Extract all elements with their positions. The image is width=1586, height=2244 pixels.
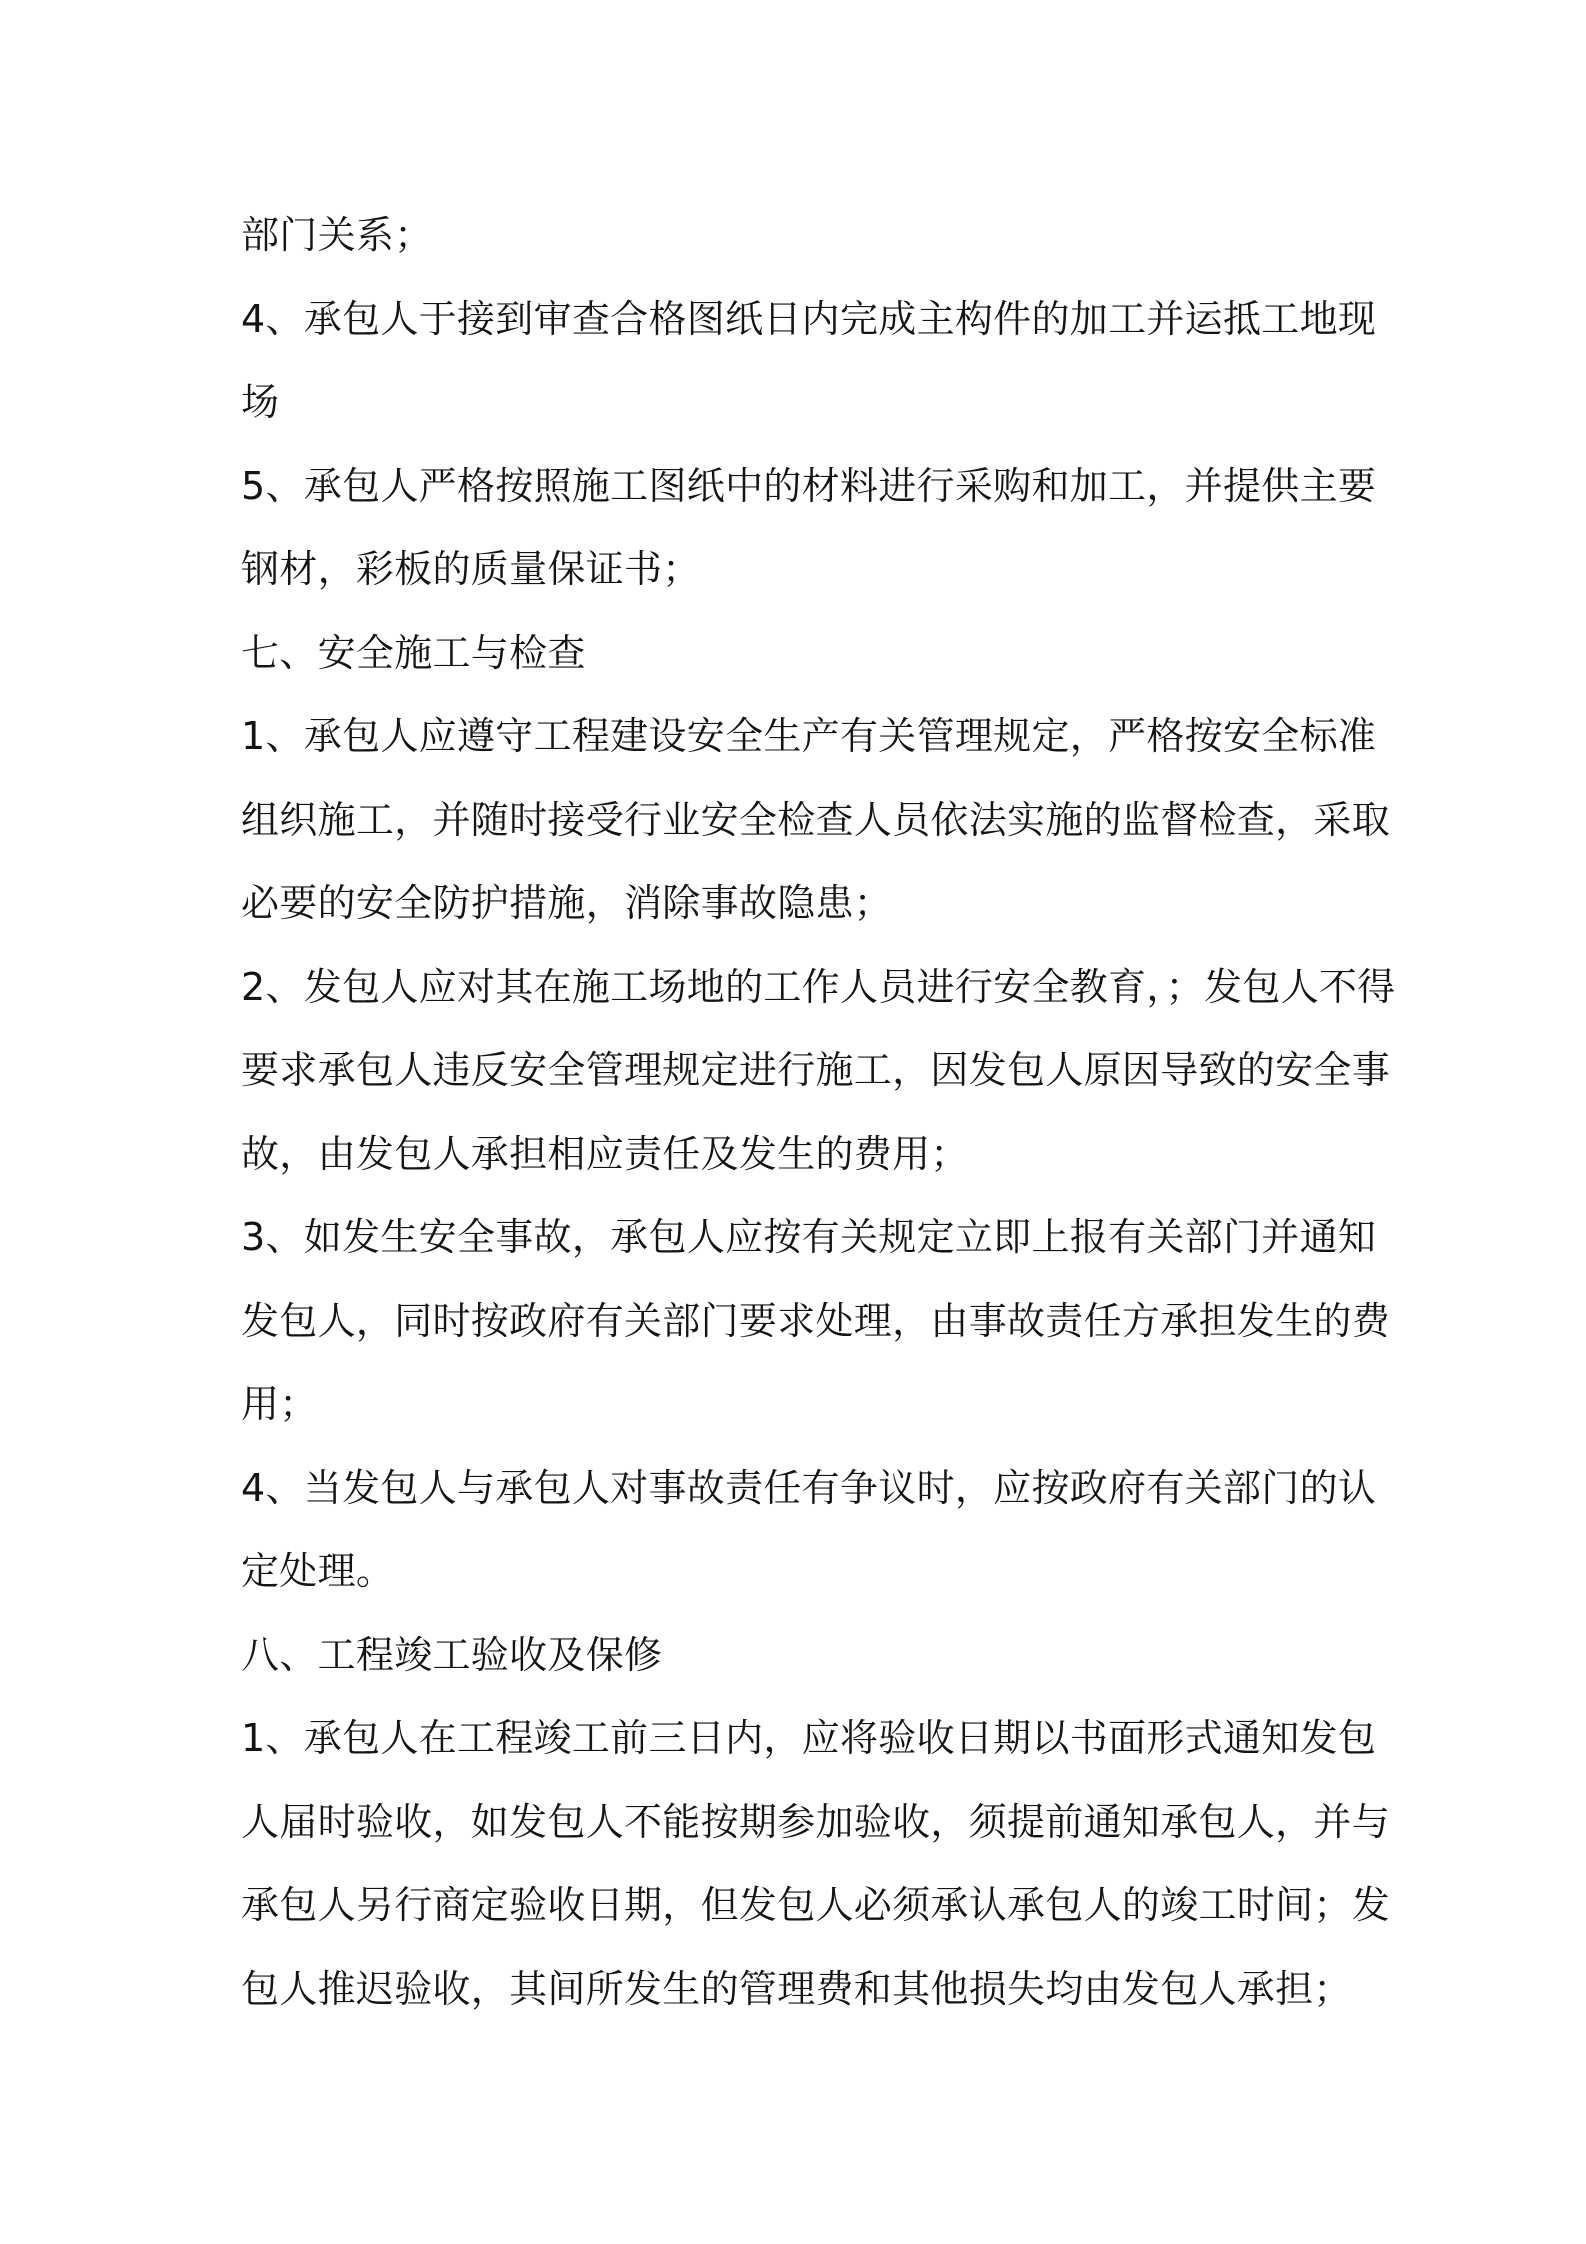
paragraph-item-5-materials xyxy=(241,445,1377,612)
text-line: 故，由发包人承担相应责任及发生的费用； xyxy=(241,1131,969,1176)
text-line: 用； xyxy=(241,1382,318,1426)
text-line: 3、如发生安全事故，承包人应按有关规定立即上报有关部门并通知 xyxy=(241,1215,1377,1259)
text-line: 组织施工，并随时接受行业安全检查人员依法实施的监督检查，采取 xyxy=(241,797,1391,842)
text-line: 人届时验收，如发包人不能按期参加验收，须提前通知承包人，并与 xyxy=(241,1799,1391,1844)
text-line: 1、承包人在工程竣工前三日内，应将验收日期以书面形式通知发包 xyxy=(241,1716,1377,1760)
paragraph-acceptance-item-1 xyxy=(241,1697,1391,2031)
section-heading-acceptance xyxy=(241,1614,1363,1698)
text-line: 4、当发包人与承包人对事故责任有争议时，应按政府有关部门的认 xyxy=(241,1465,1377,1510)
text-line: 场 xyxy=(241,380,280,424)
document-body xyxy=(241,194,1396,2031)
text-line: 2、发包人应对其在施工场地的工作人员进行安全教育，；发包人不得 xyxy=(241,964,1396,1009)
text-line: 部门关系； xyxy=(241,213,433,257)
paragraph-safety-item-3 xyxy=(241,1196,1391,1447)
paragraph-department-relations xyxy=(241,194,1363,278)
text-line: 承包人另行商定验收日期，但发包人必须承认承包人的竣工时间；发 xyxy=(241,1883,1391,1927)
text-line: 必要的安全防护措施，消除事故隐患； xyxy=(241,881,893,925)
heading-line: 八、工程竣工验收及保修 xyxy=(241,1632,663,1677)
text-line: 发包人，同时按政府有关部门要求处理，由事故责任方承担发生的费 xyxy=(241,1298,1391,1343)
text-line: 包人推迟验收，其间所发生的管理费和其他损失均由发包人承担； xyxy=(241,1966,1352,2011)
text-line: 要求承包人违反安全管理规定进行施工，因发包人原因导致的安全事 xyxy=(241,1048,1391,1092)
text-line: 1、承包人应遵守工程建设安全生产有关管理规定，严格按安全标准 xyxy=(241,714,1377,758)
heading-line: 七、安全施工与检查 xyxy=(241,630,586,675)
text-line: 钢材，彩板的质量保证书； xyxy=(241,547,701,591)
text-line: 5、承包人严格按照施工图纸中的材料进行采购和加工，并提供主要 xyxy=(241,463,1377,508)
paragraph-safety-item-1 xyxy=(241,695,1391,946)
text-line: 4、承包人于接到审查合格图纸日内完成主构件的加工并运抵工地现 xyxy=(241,296,1377,341)
text-line: 定处理。 xyxy=(241,1549,395,1593)
paragraph-safety-item-4 xyxy=(241,1447,1377,1614)
section-heading-safety xyxy=(241,612,1363,696)
paragraph-safety-item-2 xyxy=(241,946,1396,1197)
paragraph-item-4-processing xyxy=(241,278,1377,445)
